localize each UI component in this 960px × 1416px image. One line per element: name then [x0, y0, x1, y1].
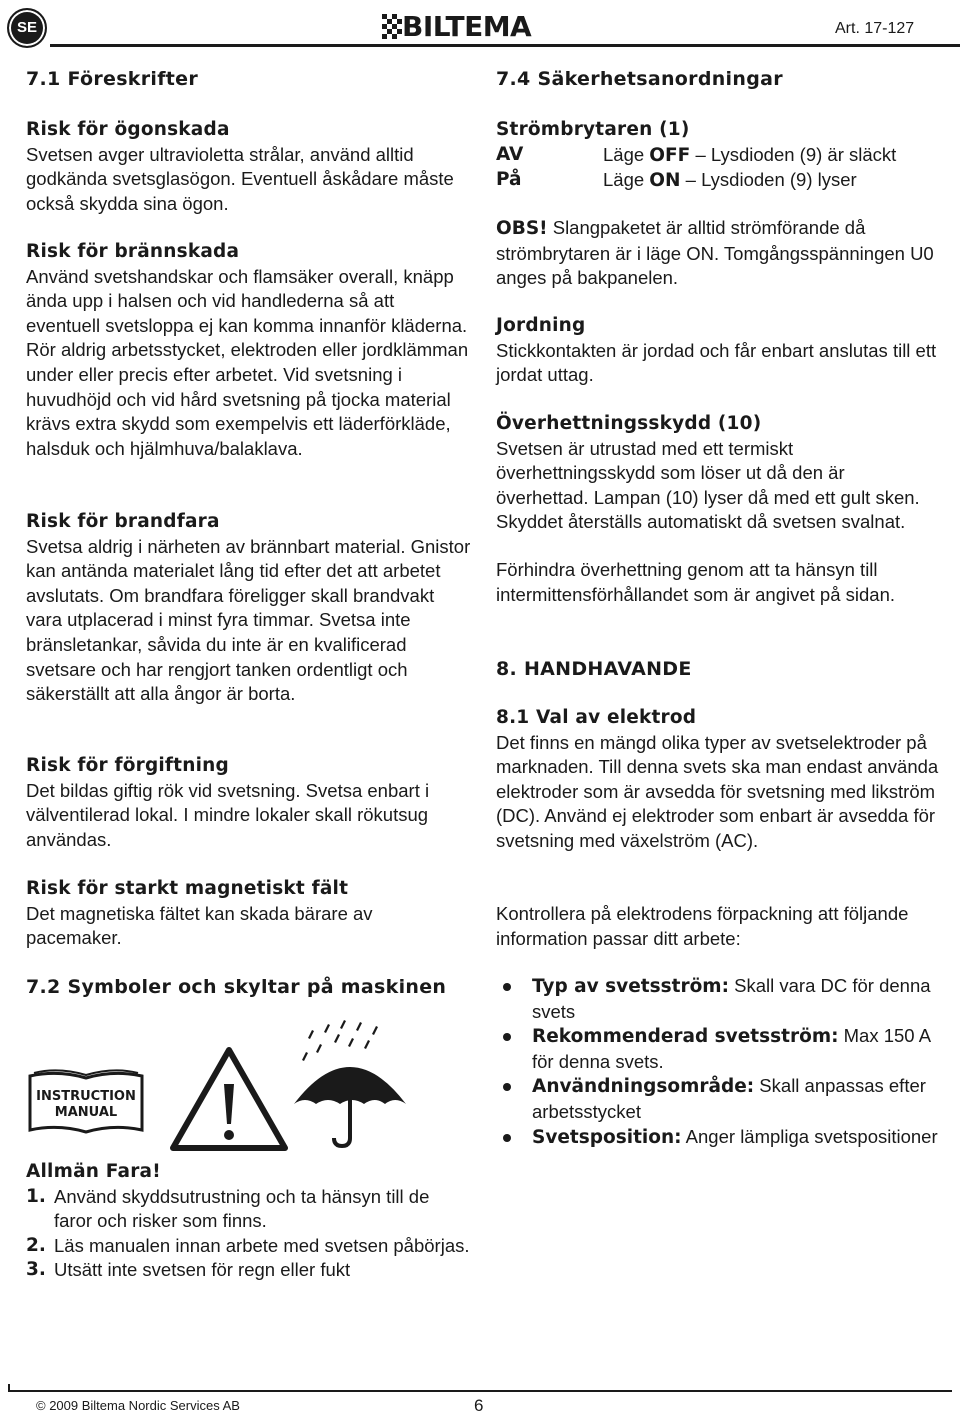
section-7-2 — [26, 974, 471, 1000]
section-7-1 — [26, 66, 471, 92]
electrode-text: Det finns en mängd olika typer av svetselektroder på marknaden. Till denna svets ska man endast använda elektroder som är avsedda för svetsning med likström (DC). Använd ej elektroder som enbart är avsedda för svetsning med växelström (AC). — [496, 731, 939, 851]
poison-risk-text: Det bildas giftig rök vid svetsning. Svetsa enbart i välventilerad lokal. I mindre lokaler skall rökutsug användas. — [26, 779, 430, 850]
overheat-note — [496, 558, 941, 607]
overheat-text2: Förhindra överhettning genom att ta hänsyn till intermittensförhållandet som är angivet på sidan. — [496, 559, 895, 605]
item-number: 2. — [26, 1234, 46, 1256]
umbrella-rain-icon — [290, 1020, 410, 1150]
general-danger-heading: Allmän Fara! — [26, 1161, 161, 1182]
article-number: Art. 17-127 — [835, 20, 915, 37]
obs-label: OBS! — [496, 218, 548, 239]
overheat-text: Svetsen är utrustad med ett termiskt överhettningsskydd som löser ut då den är överhettad. Lampan (10) lyser då med ett gult sken. Skyddet återställs automatiskt då svetsen svalnat. — [496, 437, 920, 533]
obs-text: Slangpaketet är alltid strömförande då strömbrytaren är i läge ON. Tomgångsspänningen U0 anges på bakpanelen. — [496, 217, 934, 289]
switch-desc: Läge OFF – Lysdioden (9) är släckt — [603, 143, 897, 166]
language-badge: SE — [7, 8, 47, 48]
magnetic-risk-block — [26, 877, 471, 951]
electrode-block — [496, 706, 941, 854]
item-number: 1. — [26, 1185, 46, 1207]
section-8 — [496, 656, 941, 682]
item-text: Läs manualen innan arbete med svetsen påbörjas. — [54, 1234, 470, 1256]
list-item — [26, 1234, 471, 1259]
page-number: 6 — [474, 1396, 484, 1415]
manual-line1: INSTRUCTION — [36, 1089, 136, 1104]
switch-heading: Strömbrytaren (1) — [496, 119, 690, 140]
footer-rule — [8, 1390, 952, 1392]
switch-block — [496, 118, 941, 194]
eye-risk-text: Svetsen avger ultravioletta strålar, använd alltid godkända svetsglasögon. Eventuell åskådare måste också skydda sina ögon. — [26, 143, 454, 214]
poison-risk-heading: Risk för förgiftning — [26, 755, 229, 776]
list-item — [26, 1258, 471, 1283]
electrode-bullets — [496, 974, 941, 1150]
list-item — [26, 1185, 471, 1234]
header-rule — [50, 44, 960, 47]
switch-desc: Läge ON – Lysdioden (9) lyser — [603, 169, 857, 192]
warning-triangle-icon — [168, 1044, 290, 1152]
symbols-legend — [26, 1160, 471, 1283]
ground-heading: Jordning — [496, 315, 586, 336]
section-title: 8. HANDHAVANDE — [496, 658, 692, 680]
switch-key: AV — [496, 143, 524, 165]
item-text: Utsätt inte svetsen för regn eller fukt — [54, 1259, 351, 1281]
copyright: © 2009 Biltema Nordic Services AB — [36, 1398, 240, 1413]
electrode-note — [496, 902, 941, 951]
overheat-block — [496, 412, 941, 535]
item-text: Använd skyddsutrustning och ta hänsyn till de faror och risker som finns. — [54, 1185, 430, 1232]
burn-risk-heading: Risk för brännskada — [26, 241, 240, 262]
electrode-heading: 8.1 Val av elektrod — [496, 707, 697, 728]
list-item: Typ av svetsström: Skall vara DC för denna svets — [496, 974, 941, 1024]
magnetic-risk-heading: Risk för starkt magnetiskt fält — [26, 878, 349, 899]
brand-logo: BILTEMA — [402, 10, 532, 43]
list-item: Användningsområde: Skall anpassas efter arbetsstycket — [496, 1074, 941, 1124]
eye-risk-block — [26, 118, 471, 216]
switch-row-off — [496, 143, 941, 169]
list-item: Svetsposition: Anger lämpliga svetspositioner — [496, 1125, 941, 1151]
obs-note — [496, 216, 941, 291]
section-title: 7.4 Säkerhetsanordningar — [496, 68, 783, 90]
footer-rule-tick — [8, 1384, 10, 1392]
overheat-heading: Överhettningsskydd (10) — [496, 413, 762, 434]
electrode-text2: Kontrollera på elektrodens förpackning att följande information passar ditt arbete: — [496, 903, 909, 949]
switch-key: På — [496, 169, 522, 191]
switch-row-on — [496, 168, 941, 194]
magnetic-risk-text: Det magnetiska fältet kan skada bärare av pacemaker. — [26, 902, 373, 949]
ground-block — [496, 314, 941, 388]
fire-risk-heading: Risk för brandfara — [26, 511, 220, 532]
fire-risk-block — [26, 510, 471, 707]
section-title: 7.1 Föreskrifter — [26, 68, 199, 90]
ground-text: Stickkontakten är jordad och får enbart anslutas till ett jordat uttag. — [496, 339, 937, 386]
section-title: 7.2 Symboler och skyltar på maskinen — [26, 976, 447, 998]
manual-line2: MANUAL — [54, 1105, 118, 1120]
eye-risk-heading: Risk för ögonskada — [26, 119, 230, 140]
instruction-manual-icon — [28, 1068, 144, 1136]
fire-risk-text: Svetsa aldrig i närheten av brännbart material. Gnistor kan antända materialet lång tid efter det att arbetet avslutats. Om brandfara föreligger skall brandvakt vara utplacerad i minst fyra timmar. Svetsa inte bränsletankar, såvida du inte är en kvalificerad svetsare och har rengjort tanken ordentligt och säkerställt att alla ångor är borta. — [26, 535, 471, 705]
brand-checker-icon — [382, 14, 402, 40]
poison-risk-block — [26, 754, 471, 852]
list-item: Rekommenderad svetsström: Max 150 A för denna svets. — [496, 1024, 941, 1074]
section-7-4 — [496, 66, 941, 92]
burn-risk-block — [26, 240, 471, 461]
item-number: 3. — [26, 1259, 46, 1281]
burn-risk-text: Använd svetshandskar och flamsäker overall, knäpp ända upp i halsen och vid handlederna så att eventuell svetsloppa ej kan komma innanför kläderna. Rör aldrig arbetsstycket, elektroden eller jordklämman under eller precis efter arbetet. Vid svetsning i huvudhöjd och vid hård svetsning på tjocka material krävs extra skydd som exempelvis ett läderförkläde, halsduk och hjälmhuva/balaklava. — [26, 265, 469, 459]
